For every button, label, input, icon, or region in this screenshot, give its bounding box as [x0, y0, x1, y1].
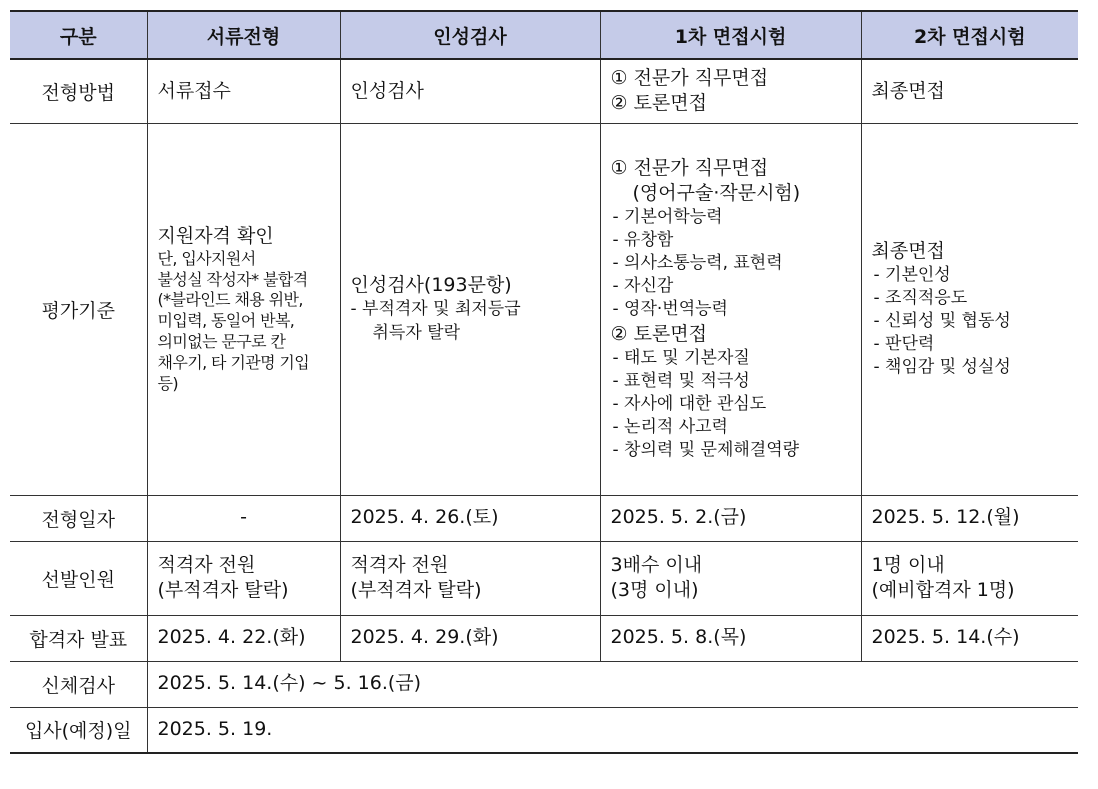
criteria-doc-line: 의미없는 문구로 칸: [157, 331, 286, 351]
criteria-first-heading: ② 토론면접: [610, 322, 707, 345]
announce-second: 2025. 5. 14.(수): [861, 615, 1078, 661]
selection-doc-line: 적격자 전원: [157, 553, 256, 576]
criteria-first-item: - 태도 및 기본자질: [612, 347, 750, 368]
criteria-second-item: - 기본인성: [873, 264, 951, 285]
date-doc: -: [147, 495, 340, 541]
method-second: 최종면접: [861, 59, 1078, 123]
announce-row: [10, 615, 1078, 661]
physical-label: 신체검사: [10, 661, 147, 707]
method-first-line: ① 전문가 직무면접: [610, 67, 769, 90]
criteria-second-title: 최종면접: [871, 239, 945, 262]
header-second-interview: 2차 면접시험: [861, 11, 1078, 59]
physical-value: 2025. 5. 14.(수) ~ 5. 16.(금): [147, 661, 1078, 707]
join-row: [10, 707, 1078, 753]
date-label: 전형일자: [10, 495, 147, 541]
selection-first-line: 3배수 이내: [610, 553, 703, 576]
selection-doc-line: (부적격자 탈락): [157, 579, 289, 601]
announce-label: 합격자 발표: [10, 615, 147, 661]
criteria-doc-line: 불성실 작성자* 불합격: [157, 269, 308, 289]
join-label: 입사(예정)일: [10, 707, 147, 753]
method-label: 전형방법: [10, 59, 147, 123]
criteria-second-item: - 판단력: [873, 334, 935, 355]
criteria-doc-line: 미입력, 동일어 반복,: [157, 311, 295, 331]
criteria-doc-line: 단, 입사지원서: [157, 248, 256, 268]
criteria-personality: [340, 123, 600, 495]
criteria-first-item: - 의사소통능력, 표현력: [612, 253, 783, 274]
criteria-doc: [147, 123, 340, 495]
header-document-screening: 서류전형: [147, 11, 340, 59]
selection-doc: [147, 541, 340, 615]
header-row: [10, 11, 1078, 59]
announce-first: 2025. 5. 8.(목): [600, 615, 861, 661]
criteria-first-item: - 기본어학능력: [612, 206, 723, 227]
criteria-row: [10, 123, 1078, 495]
criteria-second: [861, 123, 1078, 495]
criteria-first-heading-sub: (영어구술·작문시험): [632, 181, 801, 204]
criteria-second-item: - 책임감 및 성실성: [873, 357, 1011, 378]
date-personality: 2025. 4. 26.(토): [340, 495, 600, 541]
selection-first: [600, 541, 861, 615]
date-row: [10, 495, 1078, 541]
join-value: 2025. 5. 19.: [147, 707, 1078, 753]
criteria-first-item: - 자신감: [612, 276, 674, 297]
criteria-personality-line: 취득자 탈락: [372, 322, 461, 343]
method-first-line: ② 토론면접: [610, 92, 707, 115]
selection-second-line: (예비합격자 1명): [871, 579, 1015, 601]
criteria-personality-title: 인성검사(193문항): [350, 274, 512, 297]
criteria-first-item: - 영작·번역능력: [612, 299, 728, 320]
selection-second-line: 1명 이내: [871, 553, 945, 576]
criteria-second-item: - 조직적응도: [873, 287, 968, 308]
criteria-doc-title: 지원자격 확인: [157, 224, 274, 247]
recruitment-schedule-table: [10, 10, 1078, 754]
selection-second: [861, 541, 1078, 615]
selection-personality: [340, 541, 600, 615]
announce-personality: 2025. 4. 29.(화): [340, 615, 600, 661]
criteria-doc-line: 채우기, 타 기관명 기입: [157, 352, 310, 372]
selection-personality-line: (부적격자 탈락): [350, 579, 482, 601]
announce-doc: 2025. 4. 22.(화): [147, 615, 340, 661]
criteria-first-item: - 자사에 대한 관심도: [612, 393, 767, 414]
method-first: [600, 59, 861, 123]
criteria-doc-line: (*블라인드 채용 위반,: [157, 290, 303, 310]
criteria-first-item: - 표현력 및 적극성: [612, 370, 750, 391]
method-personality: 인성검사: [340, 59, 600, 123]
criteria-label: 평가기준: [10, 123, 147, 495]
physical-row: [10, 661, 1078, 707]
header-category: 구분: [10, 11, 147, 59]
method-row: [10, 59, 1078, 123]
criteria-first-item: - 창의력 및 문제해결역량: [612, 440, 800, 461]
header-first-interview: 1차 면접시험: [600, 11, 861, 59]
criteria-second-item: - 신뢰성 및 협동성: [873, 310, 1011, 331]
header-personality-test: 인성검사: [340, 11, 600, 59]
criteria-doc-line: 등): [157, 373, 178, 393]
selection-row: [10, 541, 1078, 615]
date-second: 2025. 5. 12.(월): [861, 495, 1078, 541]
criteria-personality-line: - 부적격자 및 최저등급: [350, 299, 521, 320]
criteria-first-item: - 논리적 사고력: [612, 416, 728, 437]
criteria-first: [600, 123, 861, 495]
selection-first-line: (3명 이내): [610, 579, 699, 601]
date-first: 2025. 5. 2.(금): [600, 495, 861, 541]
selection-personality-line: 적격자 전원: [350, 553, 449, 576]
criteria-first-heading: ① 전문가 직무면접: [610, 156, 769, 179]
selection-label: 선발인원: [10, 541, 147, 615]
method-doc: 서류접수: [147, 59, 340, 123]
criteria-first-item: - 유창함: [612, 230, 674, 251]
